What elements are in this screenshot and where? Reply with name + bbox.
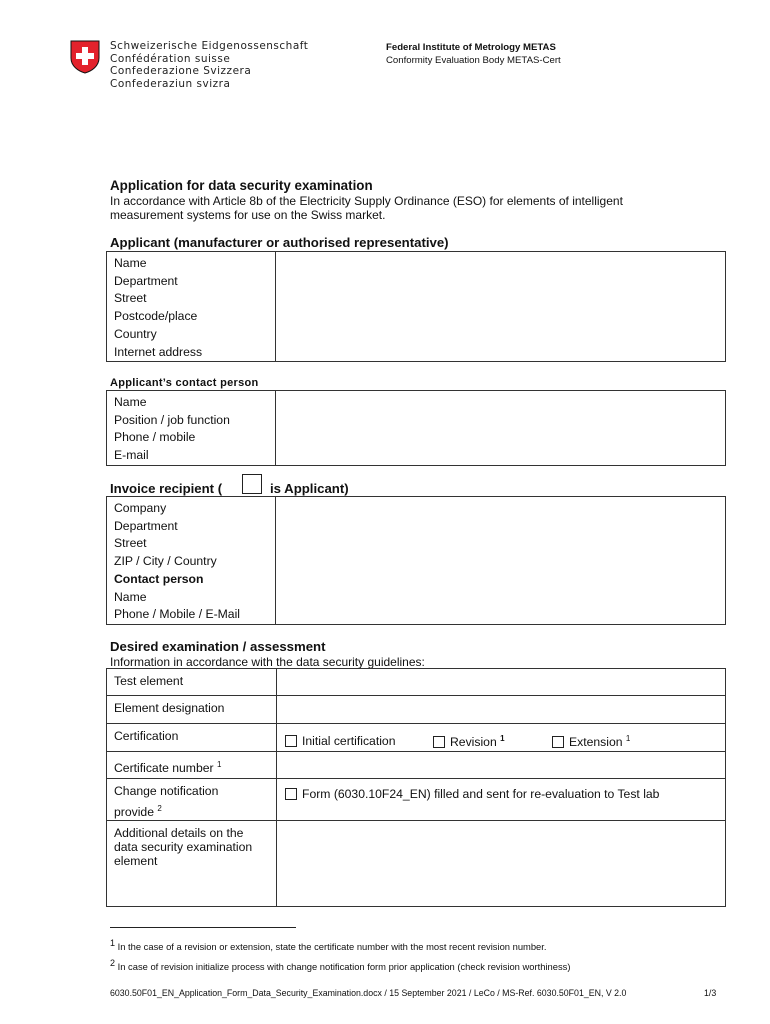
element-designation-row	[107, 696, 725, 724]
invoice-input-area[interactable]	[276, 497, 725, 624]
additional-details-row	[107, 821, 725, 906]
confederation-line-it: Confederazione Svizzera	[110, 65, 252, 78]
form-checkbox[interactable]	[285, 788, 297, 800]
contact-labels	[107, 391, 276, 465]
additional-details-label: Additional details on the data security examination element	[114, 826, 253, 868]
certificate-number-input[interactable]	[276, 752, 725, 778]
footnote-2	[110, 958, 570, 972]
change-notification-options	[276, 779, 725, 820]
applicant-department-label: Department	[114, 273, 178, 288]
invoice-phone-label: Phone / Mobile / E-Mail	[114, 607, 240, 622]
exam-subheading: Information in accordance with the data security guidelines:	[110, 655, 425, 669]
invoice-table	[106, 496, 726, 625]
applicant-input-area[interactable]	[276, 252, 725, 361]
test-element-input[interactable]	[276, 669, 725, 695]
confederation-names	[110, 40, 308, 90]
test-element-row	[107, 669, 725, 696]
certificate-number-footnote-ref: 1	[216, 760, 222, 769]
document-title: Application for data security examination	[110, 178, 373, 193]
applicant-country-label: Country	[114, 326, 157, 341]
extension-checkbox[interactable]	[552, 736, 564, 748]
contact-email-label: E-mail	[114, 448, 149, 463]
certification-row	[107, 724, 725, 752]
contact-phone-label: Phone / mobile	[114, 430, 196, 445]
applicant-postcode-label: Postcode/place	[114, 309, 198, 324]
element-designation-label: Element designation	[114, 701, 225, 715]
change-notification-footnote-ref: 2	[157, 804, 162, 813]
exam-table	[106, 668, 726, 907]
agency-name: Federal Institute of Metrology METAS	[386, 42, 556, 53]
revision-footnote-ref: 1	[500, 734, 505, 743]
change-notification-provide: provide	[114, 805, 154, 820]
applicant-labels	[107, 252, 276, 361]
contact-position-label: Position / job function	[114, 412, 230, 427]
invoice-name-label: Name	[114, 589, 147, 604]
contact-heading: Applicant’s contact person	[110, 377, 259, 389]
contact-input-area[interactable]	[276, 391, 725, 465]
page-number: 1/3	[704, 988, 717, 998]
extension-label: Extension	[569, 735, 623, 750]
extension-option[interactable]	[552, 734, 630, 749]
footnote-2-text: In case of revision initialize process with change notification form prior application (check revision worthiness)	[117, 961, 571, 973]
invoice-heading-prefix: Invoice recipient (	[110, 481, 223, 496]
document-footer: 6030.50F01_EN_Application_Form_Data_Security_Examination.docx / 15 September 2021 / LeCo / MS-Ref. 6030.50F01_EN, V 2.0	[110, 988, 627, 998]
swiss-coat-of-arms-icon	[70, 40, 100, 74]
footnote-1-text: In the case of a revision or extension, state the certificate number with the most recent revision number.	[117, 941, 547, 953]
agency-block	[386, 41, 561, 67]
revision-option[interactable]	[433, 734, 505, 749]
applicant-name-label: Name	[114, 256, 147, 270]
intro-text: In accordance with Article 8b of the Electricity Supply Ordinance (ESO) for elements of intelligent measurement systems for use on the Swiss market.	[110, 194, 623, 222]
additional-details-input[interactable]	[276, 821, 725, 906]
revision-label: Revision	[450, 735, 497, 750]
invoice-heading-suffix: is Applicant)	[270, 481, 349, 496]
applicant-street-label: Street	[114, 291, 147, 306]
exam-heading: Desired examination / assessment	[110, 639, 326, 654]
invoice-is-applicant-checkbox[interactable]	[242, 474, 262, 494]
initial-certification-checkbox[interactable]	[285, 735, 297, 747]
invoice-street-label: Street	[114, 536, 147, 551]
contact-name-label: Name	[114, 395, 147, 409]
invoice-zip-label: ZIP / City / Country	[114, 554, 217, 569]
invoice-company-label: Company	[114, 501, 167, 515]
agency-unit: Conformity Evaluation Body METAS-Cert	[386, 55, 561, 66]
certificate-number-label: Certificate number	[114, 761, 214, 776]
confederation-line-rm: Confederaziun svizra	[110, 77, 231, 90]
applicant-internet-label: Internet address	[114, 344, 203, 359]
certificate-number-row	[107, 752, 725, 779]
initial-certification-option[interactable]	[285, 734, 395, 748]
footnote-1	[110, 938, 547, 952]
change-notification-label-wrap	[114, 783, 272, 821]
confederation-line-de: Schweizerische Eidgenossenschaft	[110, 40, 309, 52]
applicant-table	[106, 251, 726, 362]
invoice-department-label: Department	[114, 518, 178, 533]
certificate-number-label-wrap	[114, 758, 272, 775]
footnote-2-number: 2	[110, 958, 116, 968]
form-option-label: Form (6030.10F24_EN) filled and sent for re-evaluation to Test lab	[302, 787, 660, 801]
change-notification-row	[107, 779, 725, 821]
contact-table	[106, 390, 726, 466]
initial-certification-label: Initial certification	[302, 734, 396, 748]
certification-label: Certification	[114, 729, 179, 743]
change-notification-label: Change notification	[114, 784, 219, 798]
form-option[interactable]	[285, 787, 659, 801]
confederation-line-fr: Confédération suisse	[110, 52, 231, 65]
invoice-contact-person-label: Contact person	[114, 571, 204, 586]
certification-options	[276, 724, 725, 751]
footnote-1-number: 1	[110, 938, 116, 948]
test-element-label: Test element	[114, 674, 184, 688]
extension-footnote-ref: 1	[625, 734, 631, 743]
invoice-labels	[107, 497, 276, 624]
element-designation-input[interactable]	[276, 696, 725, 723]
applicant-heading: Applicant (manufacturer or authorised representative)	[110, 235, 449, 250]
revision-checkbox[interactable]	[433, 736, 445, 748]
footnote-separator	[110, 927, 296, 928]
